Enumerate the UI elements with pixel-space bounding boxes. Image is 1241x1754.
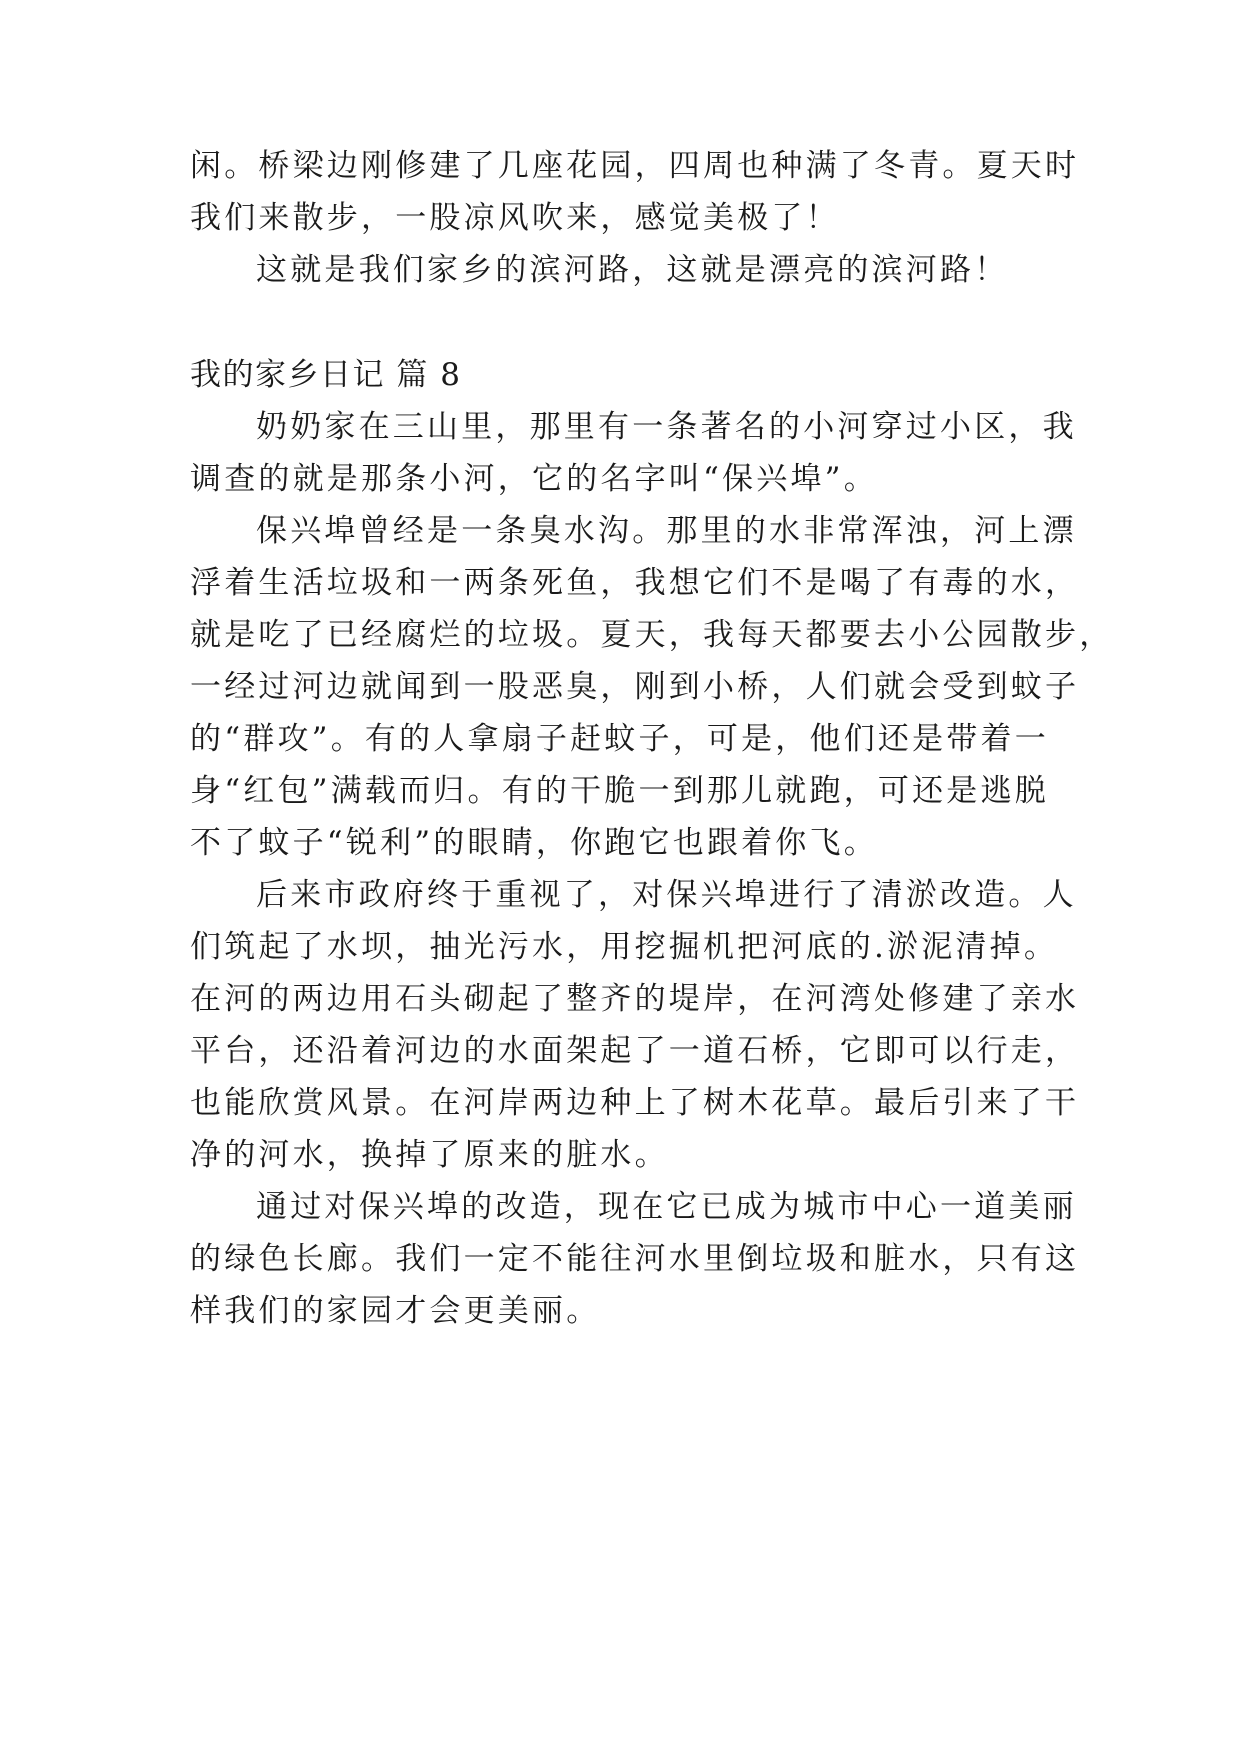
text-line: 奶奶家在三山里，那里有一条著名的小河穿过小区，我 [256,409,1077,445]
text-line: 调查的就是那条小河，它的名字叫“保兴埠”。 [190,461,878,497]
text-line: 通过对保兴埠的改造，现在它已成为城市中心一道美丽 [256,1189,1077,1225]
text-line: 平台，还沿着河边的水面架起了一道石桥，它即可以行走， [190,1033,1080,1069]
text-line: 保兴埠曾经是一条臭水沟。那里的水非常浑浊，河上漂 [256,513,1077,549]
text-line: 的“群攻”。有的人拿扇子赶蚊子，可是，他们还是带着一 [190,721,1049,757]
text-line: 后来市政府终于重视了，对保兴埠进行了清淤改造。人 [256,877,1077,913]
text-line: 我们来散步，一股凉风吹来，感觉美极了！ [190,200,840,236]
text-line: 闲。桥梁边刚修建了几座花园，四周也种满了冬青。夏天时 [190,148,1080,184]
text-line: 们筑起了水坝，抽光污水，用挖掘机把河底的.淤泥清掉。 [190,929,1059,965]
text-line: 身“红包”满载而归。有的干脆一到那儿就跑，可还是逃脱 [190,773,1049,809]
text-line: 这就是我们家乡的滨河路，这就是漂亮的滨河路！ [256,252,1009,288]
text-line: 浮着生活垃圾和一两条死鱼，我想它们不是喝了有毒的水， [190,565,1080,601]
text-line: 不了蚊子“锐利”的眼睛，你跑它也跟着你飞。 [190,825,878,861]
text-line: 一经过河边就闻到一股恶臭，刚到小桥，人们就会受到蚊子 [190,669,1080,705]
section-title: 我的家乡日记 篇 8 [190,357,462,393]
text-line: 就是吃了已经腐烂的垃圾。夏天，我每天都要去小公园散步， [190,617,1114,653]
text-line: 净的河水，换掉了原来的脏水。 [190,1137,669,1173]
text-line: 的绿色长廊。我们一定不能往河水里倒垃圾和脏水，只有这 [190,1241,1080,1277]
text-line: 样我们的家园才会更美丽。 [190,1293,601,1329]
text-line: 也能欣赏风景。在河岸两边种上了树木花草。最后引来了干 [190,1085,1080,1121]
text-line: 在河的两边用石头砌起了整齐的堤岸，在河湾处修建了亲水 [190,981,1080,1017]
